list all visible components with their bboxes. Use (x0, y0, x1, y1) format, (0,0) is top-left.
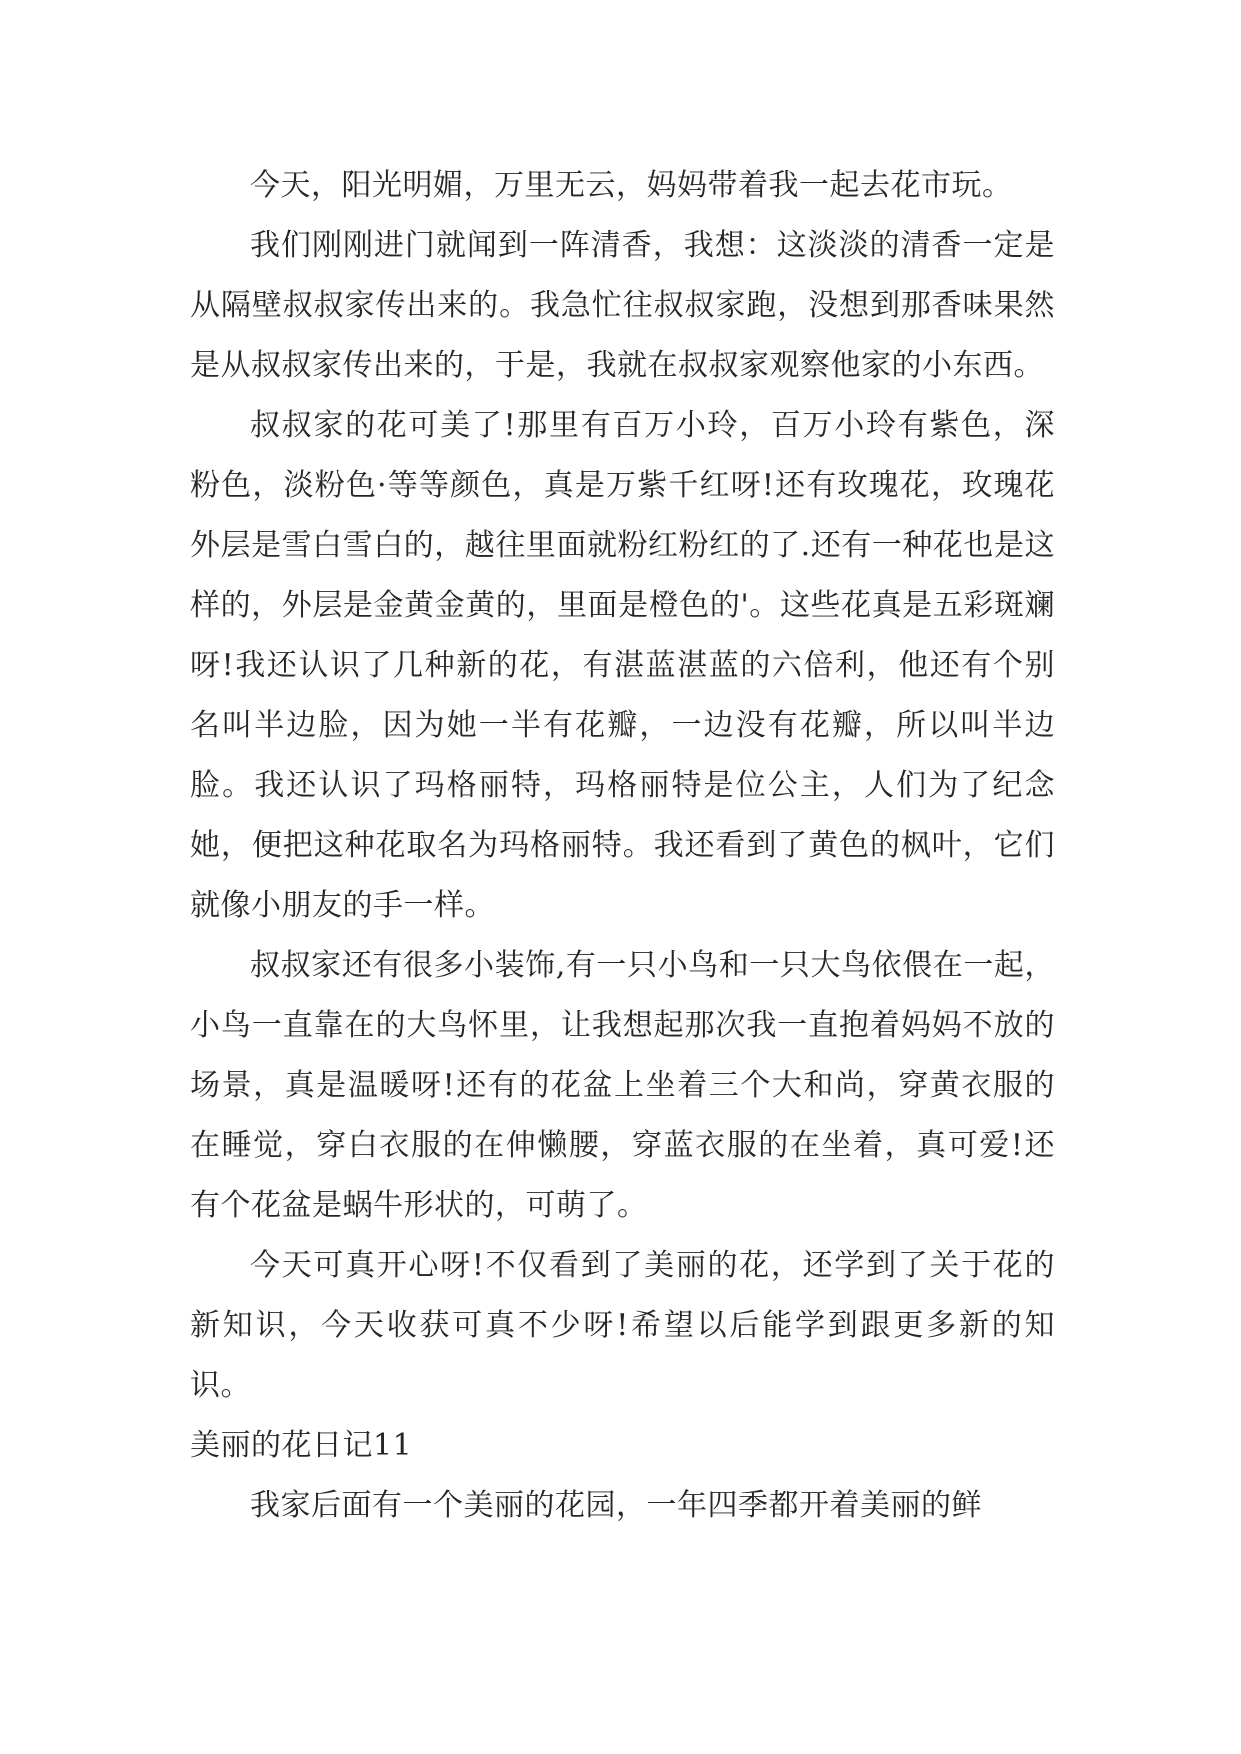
paragraph-4: 叔叔家还有很多小装饰,有一只小鸟和一只大鸟依偎在一起，小鸟一直靠在的大鸟怀里，让我想起那次我一直抱着妈妈不放的场景，真是温暖呀!还有的花盆上坐着三个大和尚，穿黄衣服的在睡觉，穿白衣服的在伸懒腰，穿蓝衣服的在坐着，真可爱!还有个花盆是蜗牛形状的，可萌了。 (190, 948, 1055, 1223)
paragraph-6: 我家后面有一个美丽的花园，一年四季都开着美丽的鲜 (250, 1488, 982, 1523)
paragraph-5: 今天可真开心呀!不仅看到了美丽的花，还学到了关于花的新知识，今天收获可真不少呀!希望以后能学到跟更多新的知识。 (190, 1248, 1055, 1403)
paragraph-3: 叔叔家的花可美了!那里有百万小玲，百万小玲有紫色，深粉色，淡粉色·等等颜色，真是万紫千红呀!还有玫瑰花，玫瑰花外层是雪白雪白的，越往里面就粉红粉红的了.还有一种花也是这样的，外层是金黄金黄的，里面是橙色的'。这些花真是五彩斑斓呀!我还认识了几种新的花，有湛蓝湛蓝的六倍利，他还有个别名叫半边脸，因为她一半有花瓣，一边没有花瓣，所以叫半边脸。我还认识了玛格丽特，玛格丽特是位公主，人们为了纪念她，便把这种花取名为玛格丽特。我还看到了黄色的枫叶，它们就像小朋友的手一样。 (190, 408, 1055, 923)
paragraph-1: 今天，阳光明媚，万里无云，妈妈带着我一起去花市玩。 (250, 168, 1013, 203)
paragraph-2: 我们刚刚进门就闻到一阵清香，我想：这淡淡的清香一定是从隔壁叔叔家传出来的。我急忙往叔叔家跑，没想到那香味果然是从叔叔家传出来的，于是，我就在叔叔家观察他家的小东西。 (190, 228, 1055, 383)
document-body (190, 156, 1055, 1536)
section-heading: 美丽的花日记11 (190, 1428, 413, 1463)
